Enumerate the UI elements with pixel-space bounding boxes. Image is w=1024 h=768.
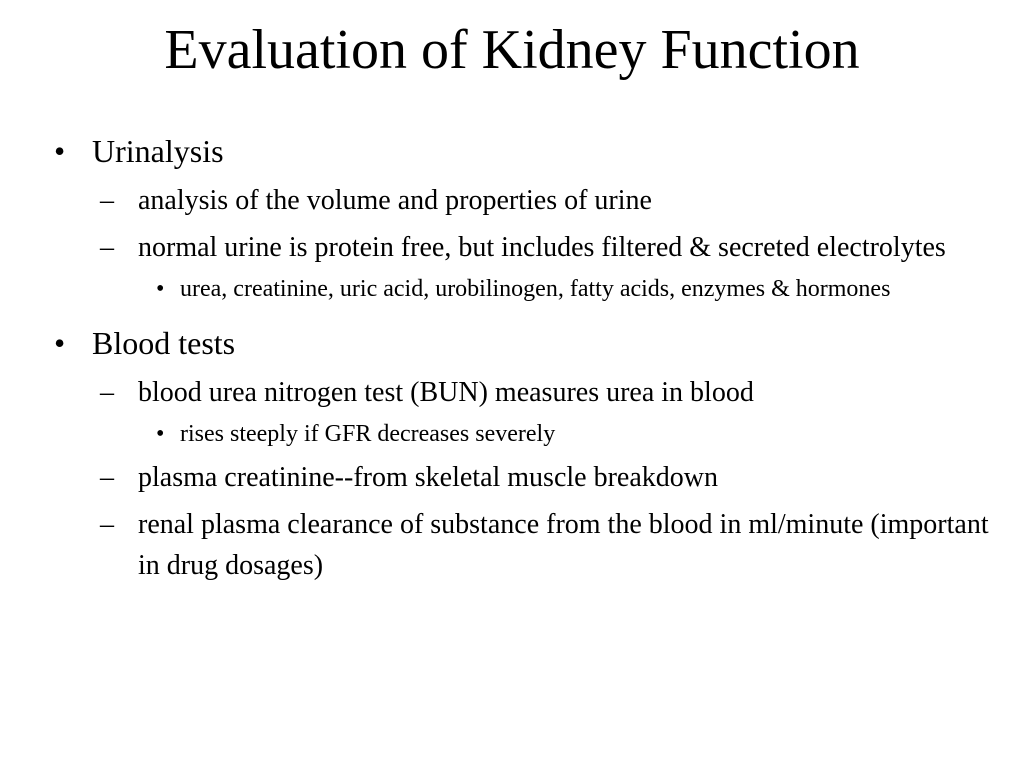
sub-sub-bullet-text: urea, creatinine, uric acid, urobilinogen, fatty acids, enzymes & hormones: [180, 276, 891, 302]
sub-bullet-text: analysis of the volume and properties of urine: [138, 185, 652, 216]
sub-bullet: [100, 180, 994, 221]
sub-bullet: [100, 372, 994, 413]
bullet-marker: •: [54, 133, 66, 169]
bullet-marker: •: [156, 276, 165, 302]
sub-bullet: [100, 457, 994, 498]
dash-marker: –: [100, 185, 114, 216]
bullet-marker: •: [54, 325, 66, 361]
bullet-urinalysis: [54, 128, 994, 174]
sub-sub-bullet: [156, 272, 994, 306]
dash-marker: –: [100, 232, 114, 263]
slide-content: [54, 128, 994, 586]
section-heading: Blood tests: [92, 325, 236, 361]
sub-bullet: [100, 504, 994, 586]
sub-sub-bullet: [156, 417, 994, 451]
bullet-blood-tests: [54, 320, 994, 366]
sub-sub-bullet-text: rises steeply if GFR decreases severely: [180, 421, 556, 447]
sub-bullet-text: normal urine is protein free, but includes filtered & secreted electrolytes: [138, 232, 946, 263]
sub-bullet: [100, 227, 994, 268]
slide-title: Evaluation of Kidney Function: [164, 19, 860, 81]
section-heading: Urinalysis: [92, 133, 224, 169]
sub-bullet-text: renal plasma clearance of substance from the blood in ml/minute (important in drug dosages): [138, 509, 989, 581]
dash-marker: –: [100, 509, 114, 540]
sub-bullet-text: blood urea nitrogen test (BUN) measures urea in blood: [138, 377, 754, 408]
dash-marker: –: [100, 462, 114, 493]
sub-bullet-text: plasma creatinine--from skeletal muscle breakdown: [138, 462, 718, 493]
bullet-marker: •: [156, 421, 165, 447]
dash-marker: –: [100, 377, 114, 408]
